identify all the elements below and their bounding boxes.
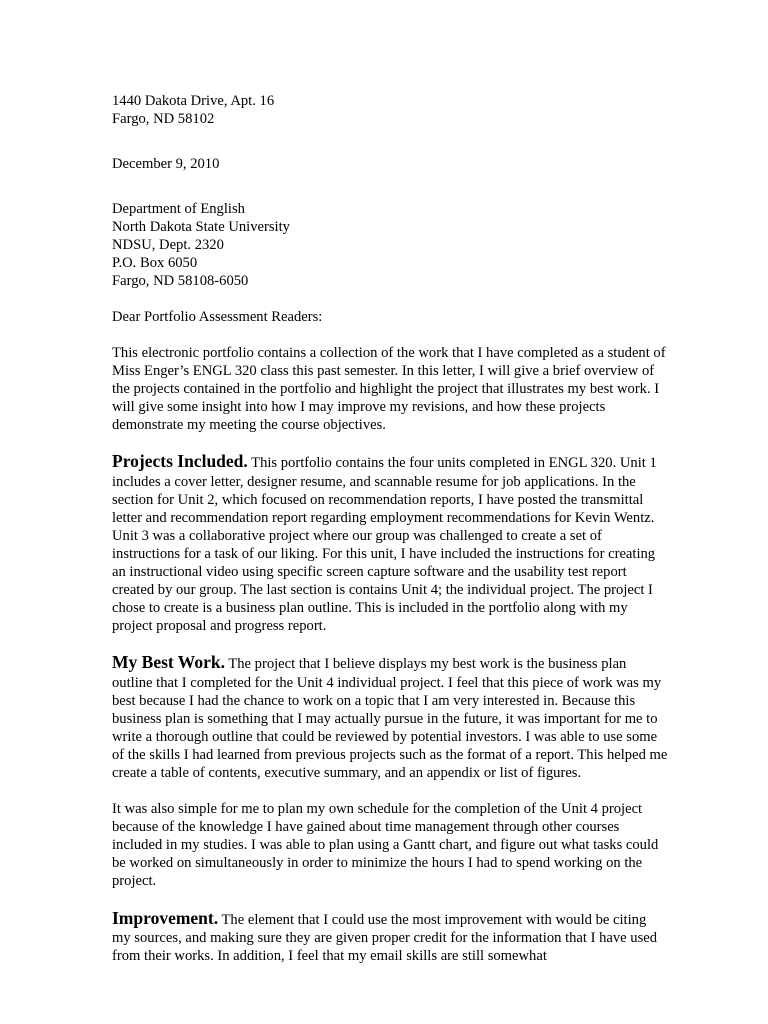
letter-body (112, 92, 668, 965)
salutation: Dear Portfolio Assessment Readers: (112, 309, 323, 325)
best-work-heading: My Best Work. (112, 652, 225, 673)
improvement-heading: Improvement. (112, 907, 219, 928)
recipient-line-4: P.O. Box 6050 (112, 255, 198, 271)
projects-text: This portfolio contains the four units completed in ENGL 320. Unit 1 includes a cover letter, designer resume, and scannable resume for job applications. In the section for Unit 2, which focused on recommendation reports, I have posted the transmittal letter and recommendation report regarding employment recommendations for Kevin Wentz. Unit 3 was a collaborative project where our group was challenged to create a set of instructions for a task of our liking. For this unit, I have included the instructions for creating an instructional video using specific screen capture software and the usability test report created by our group. The last section is contains Unit 4; the individual project. The project I chose to create is a business plan outline. This is included in the portfolio along with my project proposal and progress report. (112, 455, 657, 635)
intro-paragraph: This electronic portfolio contains a collection of the work that I have completed as a student of Miss Enger’s ENGL 320 class this past semester. In this letter, I will give a brief overview of the projects contained in the portfolio and highlight the project that illustrates my best work. I will give some insight into how I may improve my revisions, and how these projects demonstrate my meeting the course objectives. (112, 345, 666, 434)
projects-heading: Projects Included. (112, 451, 248, 472)
recipient-line-1: Department of English (112, 201, 245, 217)
recipient-line-2: North Dakota State University (112, 219, 290, 235)
projects-paragraph (112, 452, 668, 635)
best-work-text: The project that I believe displays my best work is the business plan outline that I completed for the Unit 4 individual project. I feel that this piece of work was my best because I had the chance to work on a topic that I am very interested in. Because this business plan is something that I may actually pursue in the future, it was important for me to write a thorough outline that could be reviewed by potential investors. I was able to use some of the skills I had learned from previous projects such as the format of a report. This helped me create a table of contents, executive summary, and an appendix or list of figures. (112, 656, 668, 781)
sender-street: 1440 Dakota Drive, Apt. 16 (112, 93, 275, 109)
improvement-text: The element that I could use the most improvement with would be citing my sources, and making sure they are given proper credit for the information that I have used from their works. In addition, I feel that my email skills are still somewhat (112, 911, 658, 964)
schedule-paragraph: It was also simple for me to plan my own schedule for the completion of the Unit 4 project because of the knowledge I have gained about time management through other courses included in my studies. I was able to plan using a Gantt chart, and figure out what tasks could be worked on simultaneously in order to minimize the hours I had to spend working on the project. (112, 801, 659, 890)
best-work-paragraph (112, 653, 668, 782)
recipient-line-3: NDSU, Dept. 2320 (112, 237, 224, 253)
letter-date: December 9, 2010 (112, 156, 220, 172)
sender-city: Fargo, ND 58102 (112, 111, 215, 127)
recipient-line-5: Fargo, ND 58108-6050 (112, 273, 249, 289)
improvement-paragraph (112, 909, 668, 965)
